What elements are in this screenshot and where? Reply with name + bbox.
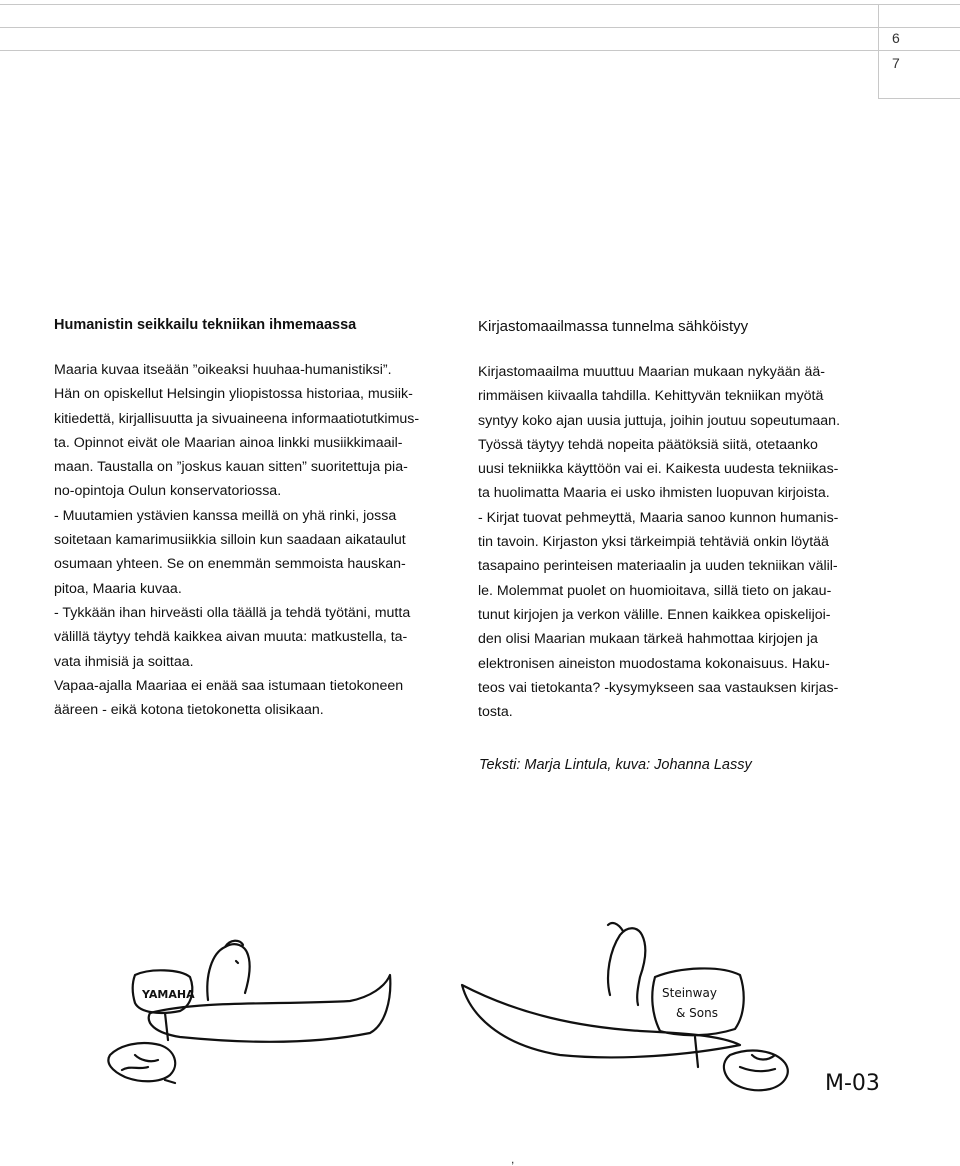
left-line: Hän on opiskellut Helsingin yliopistossa historiaa, musiik- xyxy=(54,386,413,403)
right-line: Työssä täytyy tehdä nopeita päätöksiä siitä, otetaanko xyxy=(478,436,818,453)
left-sign-text: YAMAHA xyxy=(142,988,195,1001)
header-rule-bottom xyxy=(878,98,960,99)
left-line: Vapaa-ajalla Maariaa ei enää saa istumaan tietokoneen xyxy=(54,677,404,694)
right-line: Kirjastomaailma muuttuu Maarian mukaan nykyään ää- xyxy=(478,364,825,380)
right-sign-board xyxy=(652,968,743,1035)
left-line: - Muutamien ystävien kanssa meillä on yhä rinki, jossa xyxy=(54,507,397,524)
left-line: vata ihmisiä ja soittaa. xyxy=(54,653,194,670)
right-line: le. Molemmat puolet on huomioitava, sillä tieto on jakau- xyxy=(478,582,832,599)
header-rule-lower xyxy=(0,50,960,51)
left-line: välillä täytyy tehdä kaikkea aivan muuta: matkustella, ta- xyxy=(54,629,408,646)
right-article-column xyxy=(478,318,888,724)
right-line: rimmäisen kiivaalla tahdilla. Kehittyvän tekniikan myötä xyxy=(478,388,824,405)
left-line: kitiedettä, kirjallisuutta ja sivuaineena informaatiotutkimus- xyxy=(54,410,420,427)
page-number-7: 7 xyxy=(892,55,900,71)
right-line: - Kirjat tuovat pehmeyttä, Maaria sanoo kunnon humanis- xyxy=(478,509,839,526)
right-line: uusi tekniikka käyttöön vai ei. Kaikesta uudesta tekniikas- xyxy=(478,461,839,478)
right-body xyxy=(478,360,888,724)
left-line: maan. Taustalla on ”joskus kauan sitten” suoritettuja pia- xyxy=(54,459,408,476)
hand-drawn-illustration xyxy=(40,905,940,1164)
left-line: Maaria kuvaa itseään ”oikeaksi huuhaa-humanistiksi”. xyxy=(54,362,392,378)
left-line: ta. Opinnot eivät ole Maarian ainoa linkki musiikkimaail- xyxy=(54,434,403,451)
left-heading: Humanistin seikkailu tekniikan ihmemaassa xyxy=(54,317,357,333)
right-line: teos vai tietokanta? -kysymykseen saa vastauksen kirjas- xyxy=(478,679,839,696)
bottom-mark: , xyxy=(511,1152,515,1166)
left-line: no-opintoja Oulun konservatoriossa. xyxy=(54,483,282,500)
left-line: - Tykkään ihan hirveästi olla täällä ja tehdä työtäni, mutta xyxy=(54,604,411,621)
photo-credit: Teksti: Marja Lintula, kuva: Johanna Lassy xyxy=(479,757,752,773)
artist-signature: M-03 xyxy=(825,1071,880,1096)
left-line: osumaan yhteen. Se on enemmän semmoista hauskan- xyxy=(54,556,406,573)
right-figure-head xyxy=(608,923,645,1005)
header-rule-top xyxy=(0,4,960,5)
left-line: ääreen - eikä kotona tietokonetta olisikaan. xyxy=(54,702,324,719)
right-scribble-creature xyxy=(724,1051,788,1091)
left-body xyxy=(54,358,464,722)
right-line: syntyy koko ajan uusia juttuja, joihin joutuu sopeutumaan. xyxy=(478,412,841,429)
page-number-6: 6 xyxy=(892,30,900,46)
right-sign-line1: Steinway xyxy=(662,986,717,1000)
left-line: pitoa, Maaria kuvaa. xyxy=(54,580,182,597)
left-article-column xyxy=(54,316,464,722)
left-sign-post xyxy=(165,1013,168,1040)
header-rule-middle xyxy=(0,27,960,28)
header-column-divider xyxy=(878,4,879,99)
right-line: ta huolimatta Maaria ei usko ihmisten luopuvan kirjoista. xyxy=(478,485,830,502)
right-sign-line2: & Sons xyxy=(676,1006,718,1020)
left-figure-head xyxy=(207,941,249,1000)
right-line: tunut kirjojen ja verkon välille. Ennen kaikkea opiskelijoi- xyxy=(478,606,831,623)
left-scribble-creature xyxy=(108,1043,175,1083)
right-line: den olisi Maarian mukaan tärkeä hahmottaa kirjojen ja xyxy=(478,631,818,648)
right-heading: Kirjastomaailmassa tunnelma sähköistyy xyxy=(478,318,749,335)
right-line: tin tavoin. Kirjaston yksi tärkeimpiä tehtäviä onkin löytää xyxy=(478,534,829,551)
right-line: tasapaino perinteisen materiaalin ja uuden tekniikan välil- xyxy=(478,558,838,575)
right-sign-post xyxy=(695,1037,698,1067)
left-line: soitetaan kamarimusiikkia silloin kun saadaan aikataulut xyxy=(54,532,406,549)
right-line: tosta. xyxy=(478,704,513,721)
right-line: elektronisen aineiston muodostama kokonaisuus. Haku- xyxy=(478,655,830,672)
